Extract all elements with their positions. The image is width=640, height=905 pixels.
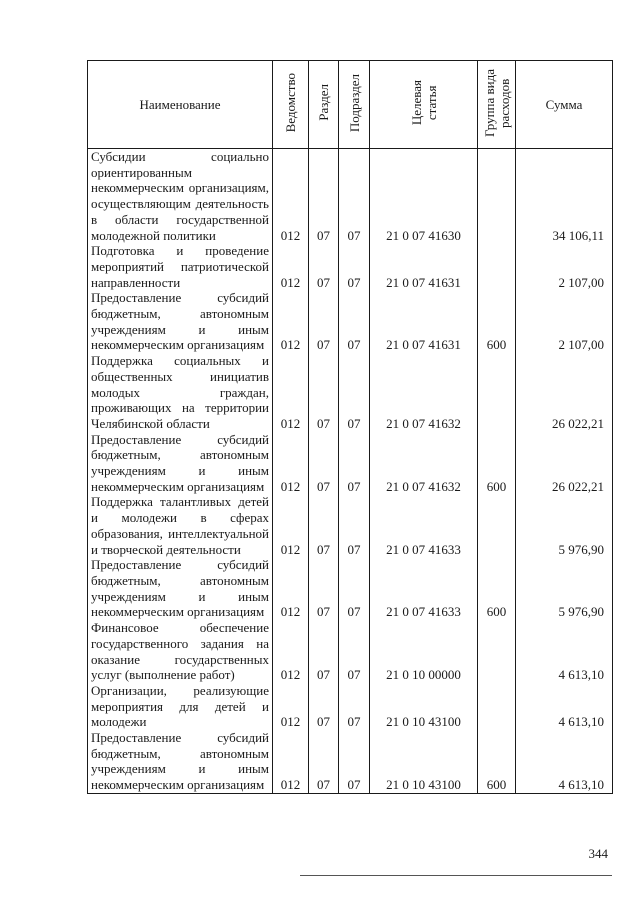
table-row <box>88 730 613 793</box>
row-summa: 4 613,10 <box>516 620 613 683</box>
table-row <box>88 494 613 557</box>
table-body <box>88 149 613 794</box>
header-celevaya-statya: Целевая статья <box>370 61 478 149</box>
row-celevaya-statya: 21 0 07 41632 <box>370 353 478 432</box>
row-podrazdel: 07 <box>339 243 370 290</box>
row-name: Подготовка и проведение мероприятий патриотической направленности <box>88 243 273 290</box>
row-name: Предоставление субсидий бюджетным, автономным учреждениям и иным некоммерческим организациям <box>88 432 273 495</box>
row-gruppa-vida-rashodov <box>478 243 516 290</box>
row-name: Поддержка социальных и общественных инициатив молодых граждан, проживающих на территории Челябинской области <box>88 353 273 432</box>
row-gruppa-vida-rashodov: 600 <box>478 290 516 353</box>
row-summa: 34 106,11 <box>516 149 613 244</box>
row-summa: 2 107,00 <box>516 243 613 290</box>
row-name: Предоставление субсидий бюджетным, автономным учреждениям и иным некоммерческим организациям <box>88 730 273 793</box>
row-name: Поддержка талантливых детей и молодежи в сферах образования, интеллектуальной и творческой деятельности <box>88 494 273 557</box>
row-celevaya-statya: 21 0 07 41631 <box>370 243 478 290</box>
table-header-row <box>88 61 613 149</box>
row-vedomstvo: 012 <box>273 243 309 290</box>
row-podrazdel: 07 <box>339 620 370 683</box>
row-name: Финансовое обеспечение государственного задания на оказание государственных услуг (выполнение работ) <box>88 620 273 683</box>
row-gruppa-vida-rashodov <box>478 353 516 432</box>
table-row <box>88 290 613 353</box>
footer-divider <box>300 875 612 876</box>
row-name: Предоставление субсидий бюджетным, автономным учреждениям и иным некоммерческим организациям <box>88 557 273 620</box>
row-vedomstvo: 012 <box>273 683 309 730</box>
header-name: Наименование <box>88 61 273 149</box>
row-celevaya-statya: 21 0 10 00000 <box>370 620 478 683</box>
row-podrazdel: 07 <box>339 494 370 557</box>
row-razdel: 07 <box>309 432 339 495</box>
row-vedomstvo: 012 <box>273 620 309 683</box>
table-row <box>88 557 613 620</box>
row-podrazdel: 07 <box>339 557 370 620</box>
row-vedomstvo: 012 <box>273 432 309 495</box>
row-vedomstvo: 012 <box>273 353 309 432</box>
row-podrazdel: 07 <box>339 290 370 353</box>
header-summa: Сумма <box>516 61 613 149</box>
row-celevaya-statya: 21 0 10 43100 <box>370 730 478 793</box>
row-gruppa-vida-rashodov: 600 <box>478 557 516 620</box>
row-podrazdel: 07 <box>339 149 370 244</box>
row-vedomstvo: 012 <box>273 557 309 620</box>
table-row <box>88 243 613 290</box>
row-gruppa-vida-rashodov <box>478 149 516 244</box>
row-podrazdel: 07 <box>339 730 370 793</box>
row-razdel: 07 <box>309 620 339 683</box>
row-podrazdel: 07 <box>339 683 370 730</box>
row-razdel: 07 <box>309 683 339 730</box>
row-name: Субсидии социально ориентированным некоммерческим организациям, осуществляющим деятельность в области государственной молодежной политики <box>88 149 273 244</box>
row-celevaya-statya: 21 0 10 43100 <box>370 683 478 730</box>
row-summa: 26 022,21 <box>516 353 613 432</box>
row-vedomstvo: 012 <box>273 730 309 793</box>
row-vedomstvo: 012 <box>273 149 309 244</box>
row-razdel: 07 <box>309 243 339 290</box>
header-gruppa-vida-rashodov: Группа вида расходов <box>478 61 516 149</box>
table-row <box>88 149 613 244</box>
page-number: 344 <box>588 846 608 861</box>
row-razdel: 07 <box>309 494 339 557</box>
row-summa: 4 613,10 <box>516 730 613 793</box>
row-razdel: 07 <box>309 353 339 432</box>
row-razdel: 07 <box>309 730 339 793</box>
table-row <box>88 683 613 730</box>
header-razdel: Раздел <box>309 61 339 149</box>
table-row <box>88 620 613 683</box>
row-vedomstvo: 012 <box>273 290 309 353</box>
row-summa: 2 107,00 <box>516 290 613 353</box>
row-summa: 5 976,90 <box>516 557 613 620</box>
row-summa: 26 022,21 <box>516 432 613 495</box>
row-gruppa-vida-rashodov <box>478 683 516 730</box>
row-celevaya-statya: 21 0 07 41633 <box>370 494 478 557</box>
row-razdel: 07 <box>309 557 339 620</box>
header-podrazdel: Подраздел <box>339 61 370 149</box>
row-razdel: 07 <box>309 149 339 244</box>
row-podrazdel: 07 <box>339 353 370 432</box>
row-summa: 5 976,90 <box>516 494 613 557</box>
budget-table <box>87 60 613 794</box>
row-gruppa-vida-rashodov: 600 <box>478 730 516 793</box>
row-gruppa-vida-rashodov <box>478 494 516 557</box>
row-name: Предоставление субсидий бюджетным, автономным учреждениям и иным некоммерческим организациям <box>88 290 273 353</box>
row-vedomstvo: 012 <box>273 494 309 557</box>
table-row <box>88 432 613 495</box>
row-name: Организации, реализующие мероприятия для детей и молодежи <box>88 683 273 730</box>
header-vedomstvo: Ведомство <box>273 61 309 149</box>
row-gruppa-vida-rashodov: 600 <box>478 432 516 495</box>
row-podrazdel: 07 <box>339 432 370 495</box>
row-razdel: 07 <box>309 290 339 353</box>
row-gruppa-vida-rashodov <box>478 620 516 683</box>
table-row <box>88 353 613 432</box>
row-celevaya-statya: 21 0 07 41631 <box>370 290 478 353</box>
row-celevaya-statya: 21 0 07 41632 <box>370 432 478 495</box>
row-summa: 4 613,10 <box>516 683 613 730</box>
row-celevaya-statya: 21 0 07 41630 <box>370 149 478 244</box>
row-celevaya-statya: 21 0 07 41633 <box>370 557 478 620</box>
